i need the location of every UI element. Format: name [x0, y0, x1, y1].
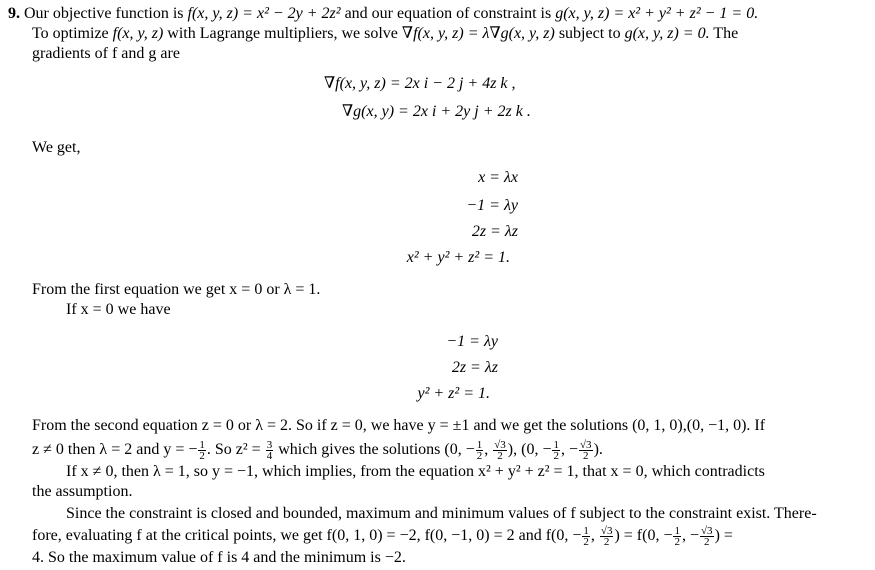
closing-line-3: 4. So the maximum value of f is 4 and the minimum is −2.	[32, 549, 406, 566]
closing-line-1: Since the constraint is closed and bounded, maximum and minimum values of f subject to the constraint exist. There-	[66, 505, 817, 522]
system1-eq1: x = λx	[478, 169, 518, 186]
system2-eq3: y² + z² = 1.	[417, 385, 490, 402]
second-equation-line-2: z ≠ 0 then λ = 2 and y = − $\frac{1}{2}$ . So z² = $\frac{3}{4}$ which gives the solutions (0, − $\frac{1}{2}$ , $\frac{√3}{2}$ ), (0, − $\frac{1}{2}$ , − $\frac{√3}{2}$ ).	[32, 439, 603, 462]
intro-line-3: gradients of f and g are	[32, 45, 180, 62]
fraction-three-quarters: $\frac{3}{4}$	[266, 439, 273, 462]
system2-eq1: −1 = λy	[446, 333, 498, 350]
if-x-nonzero-line-1: If x ≠ 0, then λ = 1, so y = −1, which implies, from the equation x² + y² + z² = 1, that x = 0, which contradicts	[66, 463, 765, 480]
system1-eq2: −1 = λy	[466, 197, 518, 214]
first-equation-text: From the first equation we get x = 0 or λ = 1.	[32, 281, 321, 298]
constraint-function: g(x, y, z) = x² + y² + z² − 1 = 0.	[555, 5, 759, 22]
system2-eq2: 2z = λz	[451, 359, 498, 376]
intro-line-1: 9. Our objective function is f(x, y, z) = x² − 2y + 2z² and our equation of constraint is g(x, y, z) = x² + y² + z² − 1 = 0.	[8, 5, 759, 22]
gradient-f: ∇f(x, y, z) = 2x i − 2 j + 4z k ,	[324, 75, 516, 92]
lagrange-equation: ∇f(x, y, z) = λ∇g(x, y, z)	[401, 25, 555, 42]
if-x-nonzero-line-2: the assumption.	[32, 483, 133, 500]
if-x-zero-text: If x = 0 we have	[66, 301, 171, 318]
gradient-g: ∇g(x, y) = 2x i + 2y j + 2z k .	[342, 103, 531, 120]
fraction-half: $\frac{1}{2}$	[199, 439, 205, 462]
system1-eq4: x² + y² + z² = 1.	[406, 249, 510, 266]
problem-number: 9.	[8, 5, 20, 22]
second-equation-line-1: From the second equation z = 0 or λ = 2. So if z = 0, we have y = ±1 and we get the solutions (0, 1, 0),(0, −1, 0). If	[32, 417, 766, 434]
fraction-sqrt3-half: $\frac{√3}{2}$	[494, 439, 506, 462]
system1-eq3: 2z = λz	[471, 223, 518, 240]
intro-line-2: To optimize f(x, y, z) with Lagrange multipliers, we solve ∇f(x, y, z) = λ∇g(x, y, z) subject to g(x, y, z) = 0. The	[32, 25, 739, 42]
we-get-text: We get,	[32, 139, 81, 156]
objective-function: f(x, y, z) = x² − 2y + 2z²	[187, 5, 341, 22]
closing-line-2: fore, evaluating f at the critical points, we get f(0, 1, 0) = −2, f(0, −1, 0) = 2 and f(0, − $\frac{1}{2}$ , $\frac{√3}{2}$ ) = f(0, − $\frac{1}{2}$ , − $\frac{√3}{2}$ ) =	[32, 525, 733, 548]
